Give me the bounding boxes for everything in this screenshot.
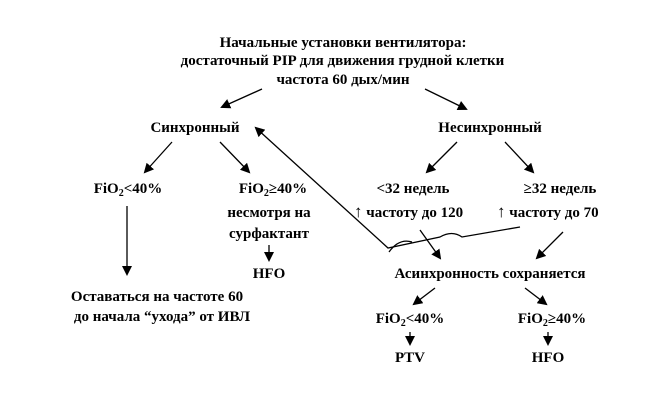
fio2-high-left	[228, 181, 318, 198]
arrow-async-to-lt32	[427, 142, 457, 172]
ge32-rate-text: частоту до 70	[509, 205, 599, 221]
ge32-line-1: ≥32 недель	[523, 181, 597, 197]
fio2-low-right-prefix: FiO	[375, 311, 401, 327]
synchronous-node: Синхронный	[150, 120, 240, 136]
fio2-low-left	[88, 181, 168, 198]
arrow-header-to-synchronous	[222, 89, 262, 107]
fio2-low-left-sub: 2	[118, 188, 124, 199]
fio2-low-right-suffix: <40%	[405, 311, 445, 327]
fio2-high-left-sub: 2	[263, 188, 269, 199]
ge32-line-2	[497, 203, 627, 222]
lt32-up-arrow: ↑	[354, 202, 363, 221]
fio2-low-right-sub: 2	[400, 318, 406, 329]
hfo-right: HFO	[531, 350, 565, 366]
ptv-node: PTV	[395, 350, 425, 366]
fio2-low-left-suffix: <40%	[123, 181, 163, 197]
fio2-high-right	[507, 311, 597, 328]
fio2-low-right	[370, 311, 450, 328]
ge32-up-arrow: ↑	[497, 202, 506, 221]
fio2-high-right-suffix: ≥40%	[547, 311, 587, 327]
lt32-line-2	[354, 203, 499, 222]
despite-line-2: сурфактант	[229, 226, 309, 242]
header-line-3: частота 60 дых/мин	[276, 72, 410, 88]
asynchronous-node: Несинхронный	[438, 120, 542, 136]
arrow-sync-to-fio2-high	[220, 142, 249, 172]
arrow-persists-to-fio2-low	[414, 288, 435, 304]
arrow-ge32-to-persists	[537, 232, 563, 258]
despite-line-1: несмотря на	[227, 205, 311, 221]
lt32-line-1: <32 недель	[376, 181, 450, 197]
async-persists-node: Асинхронность сохраняется	[394, 266, 586, 282]
fio2-high-right-sub: 2	[542, 318, 548, 329]
header-line-1: Начальные установки вентилятора:	[219, 35, 467, 51]
fio2-low-left-prefix: FiO	[93, 181, 119, 197]
stay-line-2: до начала “ухода” от ИВЛ	[73, 309, 251, 325]
arrow-async-to-ge32	[505, 142, 533, 172]
stay-line-1: Оставаться на частоте 60	[70, 289, 244, 305]
arrow-sync-to-fio2-low	[145, 142, 172, 172]
lt32-rate-text: частоту до 120	[366, 205, 464, 221]
arrow-lt32-to-persists	[420, 230, 440, 258]
header-line-2: достаточный PIP для движения грудной клетки	[180, 53, 505, 69]
fio2-high-left-prefix: FiO	[238, 181, 264, 197]
hfo-left: HFO	[252, 266, 286, 282]
arrow-header-to-asynchronous	[425, 89, 466, 109]
fio2-high-left-suffix: ≥40%	[268, 181, 308, 197]
arrow-persists-to-fio2-high	[525, 288, 546, 304]
fio2-high-right-prefix: FiO	[517, 311, 543, 327]
